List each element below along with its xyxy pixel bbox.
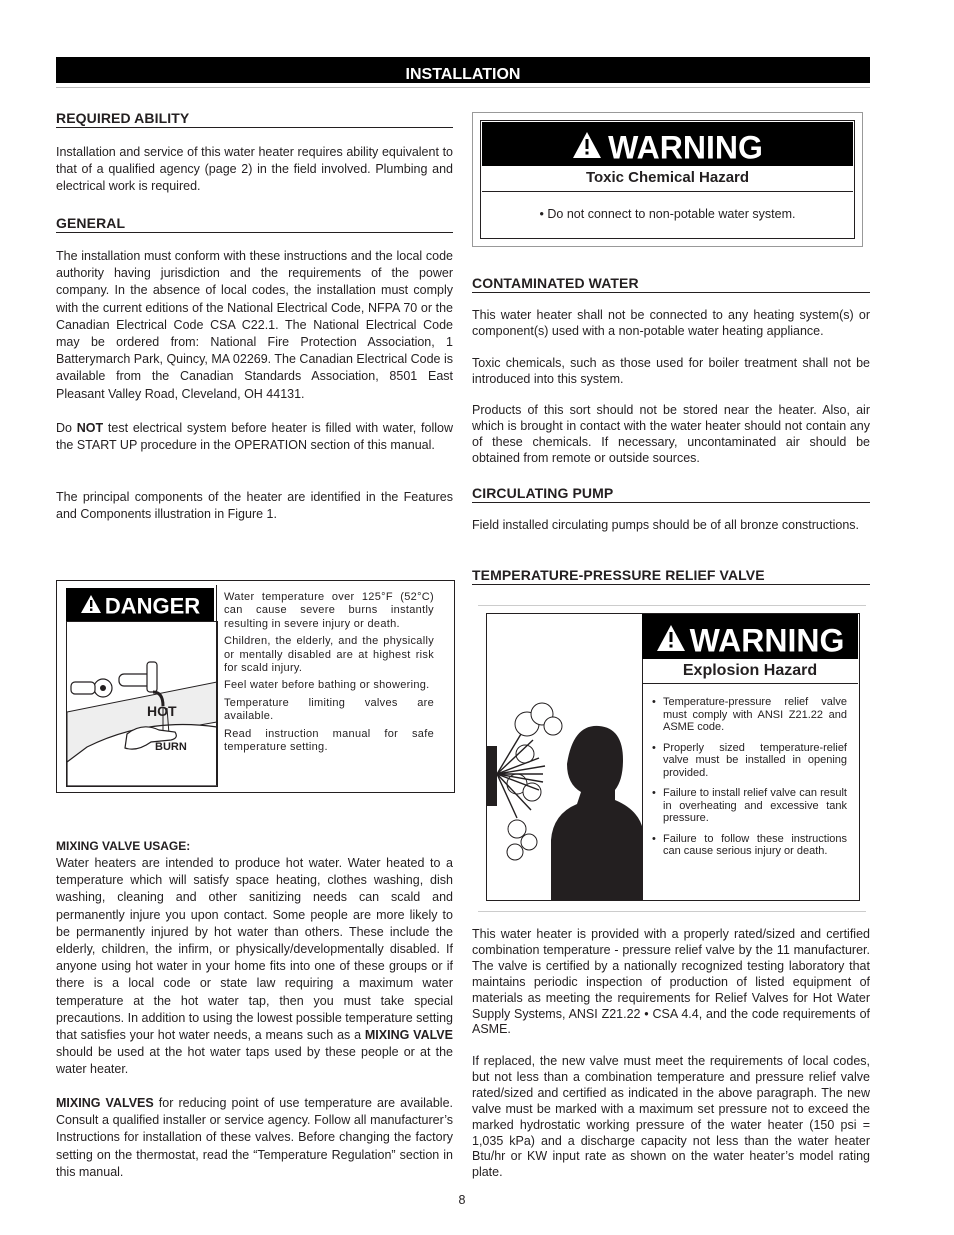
toxic-warning-header	[482, 122, 853, 166]
faucet-hand-icon	[67, 622, 217, 786]
circulating-pump-paragraph: Field installed circulating pumps should be of all bronze constructions.	[472, 518, 860, 532]
danger-label: DANGER	[104, 593, 201, 619]
explosion-warning-item: • Failure to follow these instructions can cause serious injury or death.	[651, 833, 847, 858]
mixing-valve-paragraph-2	[56, 1095, 453, 1181]
page-title: INSTALLATION	[405, 66, 521, 83]
explosion-warning-item: • Properly sized temperature-relief valve must be installed in opening provided.	[651, 742, 847, 780]
danger-item: Water temperature over 125°F (52°C) can cause severe burns instantly resulting in severe injury or death.	[224, 591, 434, 630]
mixing-p1-text-a: Water heaters are intended to produce hot water. Water heated to a temperature which will satisfy space heating, clothes washing, dish washing, cleaning and other sanitizing needs can scald and permanently injure you upon contact. Some people are more likely to be permanently injured by hot water than others. These include the elderly, children, the infirm, or physically/developmentally disabled. If anyone using hot water in your home fits into one of these groups or if there is a local code or state law requiring a maximum water temperature at the hot water tap, then you must take special precautions. In addition to using the lowest possible temperature setting that satisfies your hot water needs, a means such as a	[56, 856, 453, 1043]
danger-header	[66, 588, 214, 621]
burn-text: BURN	[155, 741, 187, 753]
required-ability-text: Installation and service of this water heater requires ability equivalent to that of a qualified agency (page 2) in the field involved. Plumbing and electrical work is required.	[56, 145, 453, 194]
toxic-warning-label: WARNING	[608, 129, 763, 166]
explosion-warning-item: • Failure to install relief valve can result in overheating and excessive tank pressure.	[651, 787, 847, 825]
relief-valve-paragraph-2: If replaced, the new valve must meet the requirements of local codes, but not less than a combination temperature and pressure relief valve rated/sized and certified as indicated in the above paragraph. The new valve must be marked with a maximum set pressure not to exceed the marked hydrostatic working pressure of the water heater (150 psi = 1,035 kPa) and a discharge capacity not less than the water heater Btu/hr or KW input rate as shown on the water heater’s model rating plate.	[472, 1054, 870, 1180]
general-p2-text-a: Do	[56, 421, 77, 435]
explosion-warning-header	[642, 614, 858, 659]
general-paragraph-3: The principal components of the heater are identified in the Features and Components illustration in Figure 1.	[56, 490, 453, 522]
general-p2-emphasis: NOT	[76, 421, 104, 435]
required-ability-heading: REQUIRED ABILITY	[56, 110, 453, 128]
mixing-p2-text: for reducing point of use temperature are available. Consult a qualified installer or service agency. Follow all manufacturer’s Instructions for installation of these valves. Before changing the factory setting on the thermostat, read the “Temperature Regulation” section in this manual.	[56, 1096, 453, 1179]
general-p2-text-c: test electrical system before heater is filled with water, follow the START UP procedure in the OPERATION section of this manual.	[56, 421, 453, 453]
contaminated-water-paragraph-2: Toxic chemicals, such as those used for boiler treatment shall not be introduced into this system.	[472, 356, 870, 386]
explosion-warning-list	[651, 696, 847, 866]
danger-item: Temperature limiting valves are available.	[224, 696, 434, 723]
hot-text: HOT	[147, 703, 177, 719]
warning-triangle-icon	[80, 590, 102, 623]
mixing-valve-paragraph-1	[56, 855, 453, 1079]
explosion-warning-item: • Temperature-pressure relief valve must comply with ANSI Z21.22 and ASME code.	[651, 696, 847, 734]
general-paragraph-2	[56, 420, 453, 454]
banner-rule	[56, 87, 870, 88]
general-paragraph-1: The installation must conform with these instructions and the local code authority having jurisdiction and the requirements of the power company. In the absence of local codes, the installation must comply with the current editions of the National Electrical Code, NFPA 70 or the Canadian Electrical Code CSA C22.1. The National Electrical Code may be ordered from: National Fire Protection Association, 1 Batterymarch Park, Quincy, MA 02269. The Canadian Electrical Code is available from the Canadian Standards Association, 8501 East Pleasant Valley Road, Cleveland, OH 44131.	[56, 249, 453, 401]
mixing-p1-emphasis: MIXING VALVE	[364, 1028, 453, 1043]
circulating-pump-heading: CIRCULATING PUMP	[472, 485, 870, 503]
contaminated-water-paragraph-1: This water heater shall not be connected to any heating system(s) or component(s) used with a non-potable water heating appliance.	[472, 308, 870, 338]
toxic-warning-subtitle: Toxic Chemical Hazard	[482, 166, 853, 192]
relief-valve-paragraph-1: This water heater is provided with a properly rated/sized and certified combination temperature - pressure relief valve by the 11 manufacturer. The valve is certified by a nationally recognized testing laboratory that maintains periodic inspection of production of listed equipment of materials as meeting the requirements for Relief Valves for Hot Water Supply Systems, ANSI Z21.22 • CSA 4.4, and the code requirements of ASME.	[472, 927, 870, 1037]
mixing-p1-text-c: should be used at the hot water taps used by these people or at the water heater.	[56, 1045, 453, 1077]
explosion-warning-subtitle: Explosion Hazard	[642, 659, 858, 684]
general-heading: GENERAL	[56, 215, 453, 233]
scald-illustration	[66, 621, 218, 787]
relief-valve-heading: TEMPERATURE-PRESSURE RELIEF VALVE	[472, 567, 870, 585]
warning-triangle-icon	[572, 125, 602, 171]
section-banner	[56, 57, 870, 83]
danger-item: Feel water before bathing or showering.	[224, 679, 430, 692]
contaminated-water-heading: CONTAMINATED WATER	[472, 275, 870, 293]
warning-triangle-icon	[656, 617, 686, 665]
danger-divider	[216, 585, 217, 785]
explosion-illustration-icon	[487, 614, 643, 900]
page-number: 8	[458, 1193, 466, 1207]
mixing-valve-heading: MIXING VALVE USAGE:	[56, 839, 191, 853]
danger-item: Children, the elderly, and the physically or mentally disabled are at highest risk for scald injury.	[224, 635, 434, 675]
explosion-warning-label: WARNING	[689, 622, 845, 659]
mixing-p2-emphasis: MIXING VALVES	[56, 1096, 154, 1110]
danger-item: Read instruction manual for safe temperature setting.	[224, 727, 434, 754]
danger-text-list	[224, 591, 434, 758]
toxic-warning-item: • Do not connect to non-potable water system.	[539, 207, 796, 221]
contaminated-water-paragraph-3: Products of this sort should not be stored near the heater. Also, air which is brought in contact with the water heater should not contain any of these chemicals. If necessary, uncontaminated air should be obtained from remote or outside sources.	[472, 403, 870, 465]
